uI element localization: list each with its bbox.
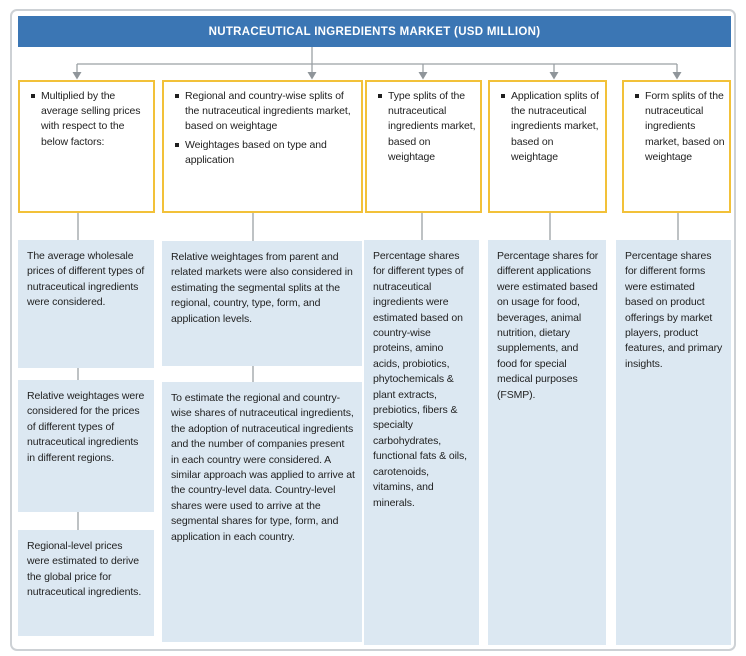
- diagram-title: NUTRACEUTICAL INGREDIENTS MARKET (USD MILLION): [208, 25, 541, 38]
- criteria-box-type-splits: [365, 80, 482, 213]
- note-box: Percentage shares for different types of nutraceutical ingredients were estimated based on country-wise proteins, amino acids, probiotics, phytochemicals & plant extracts, prebiotics, fibers & specialty carbohydrates, functional fats & oils, carotenoids, vitamins, and minerals.: [364, 240, 479, 645]
- bullet-item: [170, 138, 357, 168]
- note-box: Regional-level prices were estimated to derive the global price for nutraceutical ingredients.: [18, 530, 154, 636]
- bullet-item: [496, 89, 601, 165]
- note-box: Relative weightages were considered for the prices of different types of nutraceutical ingredients in different regions.: [18, 380, 154, 512]
- note-box: Percentage shares for different forms were estimated based on product offerings by market players, product features, and primary insights.: [616, 240, 731, 645]
- note-box: Relative weightages from parent and related markets were also considered in estimating the segmental splits at the regional, country, type, form, and application levels.: [162, 241, 362, 366]
- criteria-text: Regional and country-wise splits of the nutraceutical ingredients market, based on weightage: [185, 90, 351, 133]
- bullet-item: [373, 89, 476, 165]
- note-box: Percentage shares for different applications were estimated based on usage for food, beverages, animal nutrition, dietary supplements, and food for special medical purposes (FSMP).: [488, 240, 606, 645]
- note-box: To estimate the regional and country-wise shares of nutraceutical ingredients, the adoption of nutraceutical ingredients and the number of companies present in each country were considered. A similar approach was applied to arrive at the country-level data. Country-level shares were used to arrive at the segmental shares for type, form, and application in each country.: [162, 382, 362, 642]
- criteria-box-regional-splits: [162, 80, 363, 213]
- criteria-text: Application splits of the nutraceutical ingredients market, based on weightage: [511, 90, 599, 163]
- criteria-text: Form splits of the nutraceutical ingredients market, based on weightage: [645, 90, 725, 163]
- bullet-square-icon: [635, 94, 639, 98]
- criteria-text: Type splits of the nutraceutical ingredients market, based on weightage: [388, 90, 476, 163]
- criteria-box-pricing: [18, 80, 155, 213]
- diagram-title-bar: [18, 16, 731, 47]
- bullet-item: [170, 89, 357, 135]
- criteria-box-form-splits: [622, 80, 731, 213]
- criteria-text: Weightages based on type and application: [185, 138, 327, 166]
- criteria-box-application-splits: [488, 80, 607, 213]
- note-box: The average wholesale prices of different types of nutraceutical ingredients were considered.: [18, 240, 154, 368]
- bullet-item: [630, 89, 725, 165]
- bullet-square-icon: [31, 94, 35, 98]
- arrowhead-icons: [73, 72, 682, 80]
- bullet-square-icon: [501, 94, 505, 98]
- bullet-square-icon: [175, 94, 179, 98]
- bullet-square-icon: [175, 143, 179, 147]
- bullet-square-icon: [378, 94, 382, 98]
- criteria-text: Multiplied by the average selling prices with respect to the below factors:: [41, 90, 141, 148]
- bullet-item: [26, 89, 149, 150]
